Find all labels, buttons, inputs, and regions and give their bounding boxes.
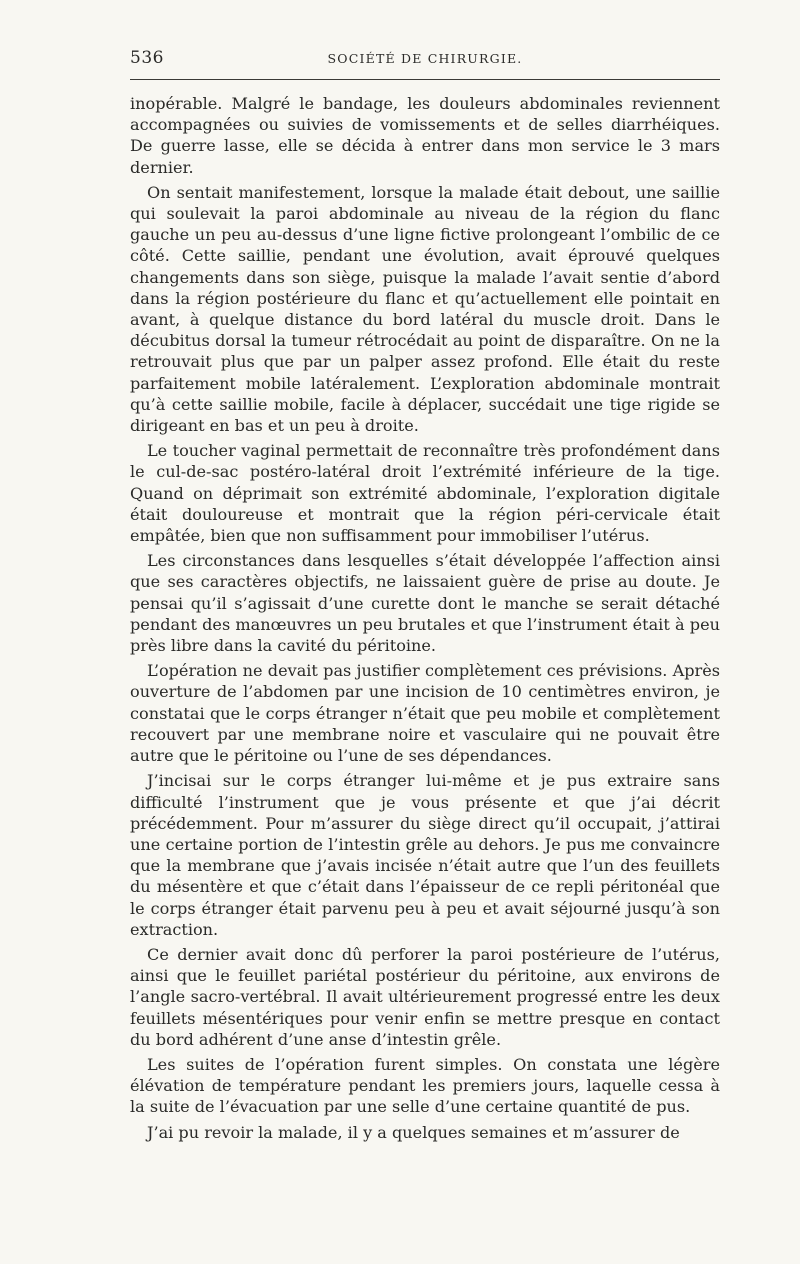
paragraph: Les circonstances dans lesquelles s’était développée l’affection ainsi que ses caractères objectifs, ne laissaient guère de prise au doute. Je pensai qu’il s’agissait d’une curette dont le manche se serait détaché pendant des manœuvres un peu brutales et que l’instrument était à peu près libre dans la cavité du péritoine. <box>130 551 720 656</box>
paragraph: inopérable. Malgré le bandage, les douleurs abdominales reviennent accompagnées ou suivies de vomissements et de selles diarrhéiques. De guerre lasse, elle se décida à entrer dans mon service le 3 mars dernier. <box>130 94 720 177</box>
header-rule <box>130 79 720 80</box>
paragraph: Ce dernier avait donc dû perforer la paroi postérieure de l’utérus, ainsi que le feuillet pariétal postérieur du péritoine, aux environs de l’angle sacro-vertébral. Il avait ultérieurement progressé entre les deux feuillets mésentériques pour venir enfin se mettre presque en contact du bord adhérent d’une anse d’intestin grêle. <box>130 944 720 1049</box>
paragraph: J’incisai sur le corps étranger lui-même et je pus extraire sans difficulté l’instrument que je vous présente et que j’ai décrit précédemment. Pour m’assurer du siège direct qu’il occupait, j’attirai une certaine portion de l’intestin grêle au dehors. Je pus me convaincre que la membrane que j’avais incisée n’était autre que l’un des feuillets du mésentère et que c’était dans l’épaisseur de ce repli péritonéal que le corps étranger était parvenu peu à peu et avait séjourné jusqu’à son extraction. <box>130 771 720 939</box>
page-number: 536 <box>130 48 164 68</box>
page-header <box>130 48 720 72</box>
paragraph: On sentait manifestement, lorsque la malade était debout, une saillie qui soulevait la paroi abdominale au niveau de la région du flanc gauche un peu au-dessus d’une ligne fictive prolongeant l’ombilic de ce côté. Cette saillie, pendant une évolution, avait éprouvé quelques changements dans son siège, puisque la malade l’avait sentie d’abord dans la région postérieure du flanc et qu’actuellement elle pointait en avant, à quelque distance du bord latéral du muscle droit. Dans le décubitus dorsal la tumeur rétrocédait au point de disparaître. On ne la retrouvait plus que par un palper assez profond. Elle était du reste parfaitement mobile latéralement. L’exploration abdominale montrait qu’à cette saillie mobile, facile à déplacer, succédait une tige rigide se dirigeant en bas et un peu à droite. <box>130 182 720 436</box>
paragraph: Les suites de l’opération furent simples. On constata une légère élévation de température pendant les premiers jours, laquelle cessa à la suite de l’évacuation par une selle d’une certaine quantité de pus. <box>130 1054 720 1117</box>
paragraph: J’ai pu revoir la malade, il y a quelques semaines et m’assurer de <box>147 1122 680 1142</box>
running-title: SOCIÉTÉ DE CHIRURGIE. <box>327 51 523 66</box>
paragraph: Le toucher vaginal permettait de reconnaître très profondément dans le cul-de-sac postéro-latéral droit l’extrémité inférieure de la tige. Quand on déprimait son extrémité abdominale, l’exploration digitale était douloureuse et montrait que la région péri-cervicale était empâtée, bien que non suffisamment pour immobiliser l’utérus. <box>130 441 720 546</box>
body-text <box>130 93 720 1147</box>
paragraph: L’opération ne devait pas justifier complètement ces prévisions. Après ouverture de l’abdomen par une incision de 10 centimètres environ, je constatai que le corps étranger n’était que peu mobile et complètement recouvert par une membrane noire et vasculaire qui ne pouvait être autre que le péritoine ou l’une de ses dépendances. <box>130 661 720 766</box>
